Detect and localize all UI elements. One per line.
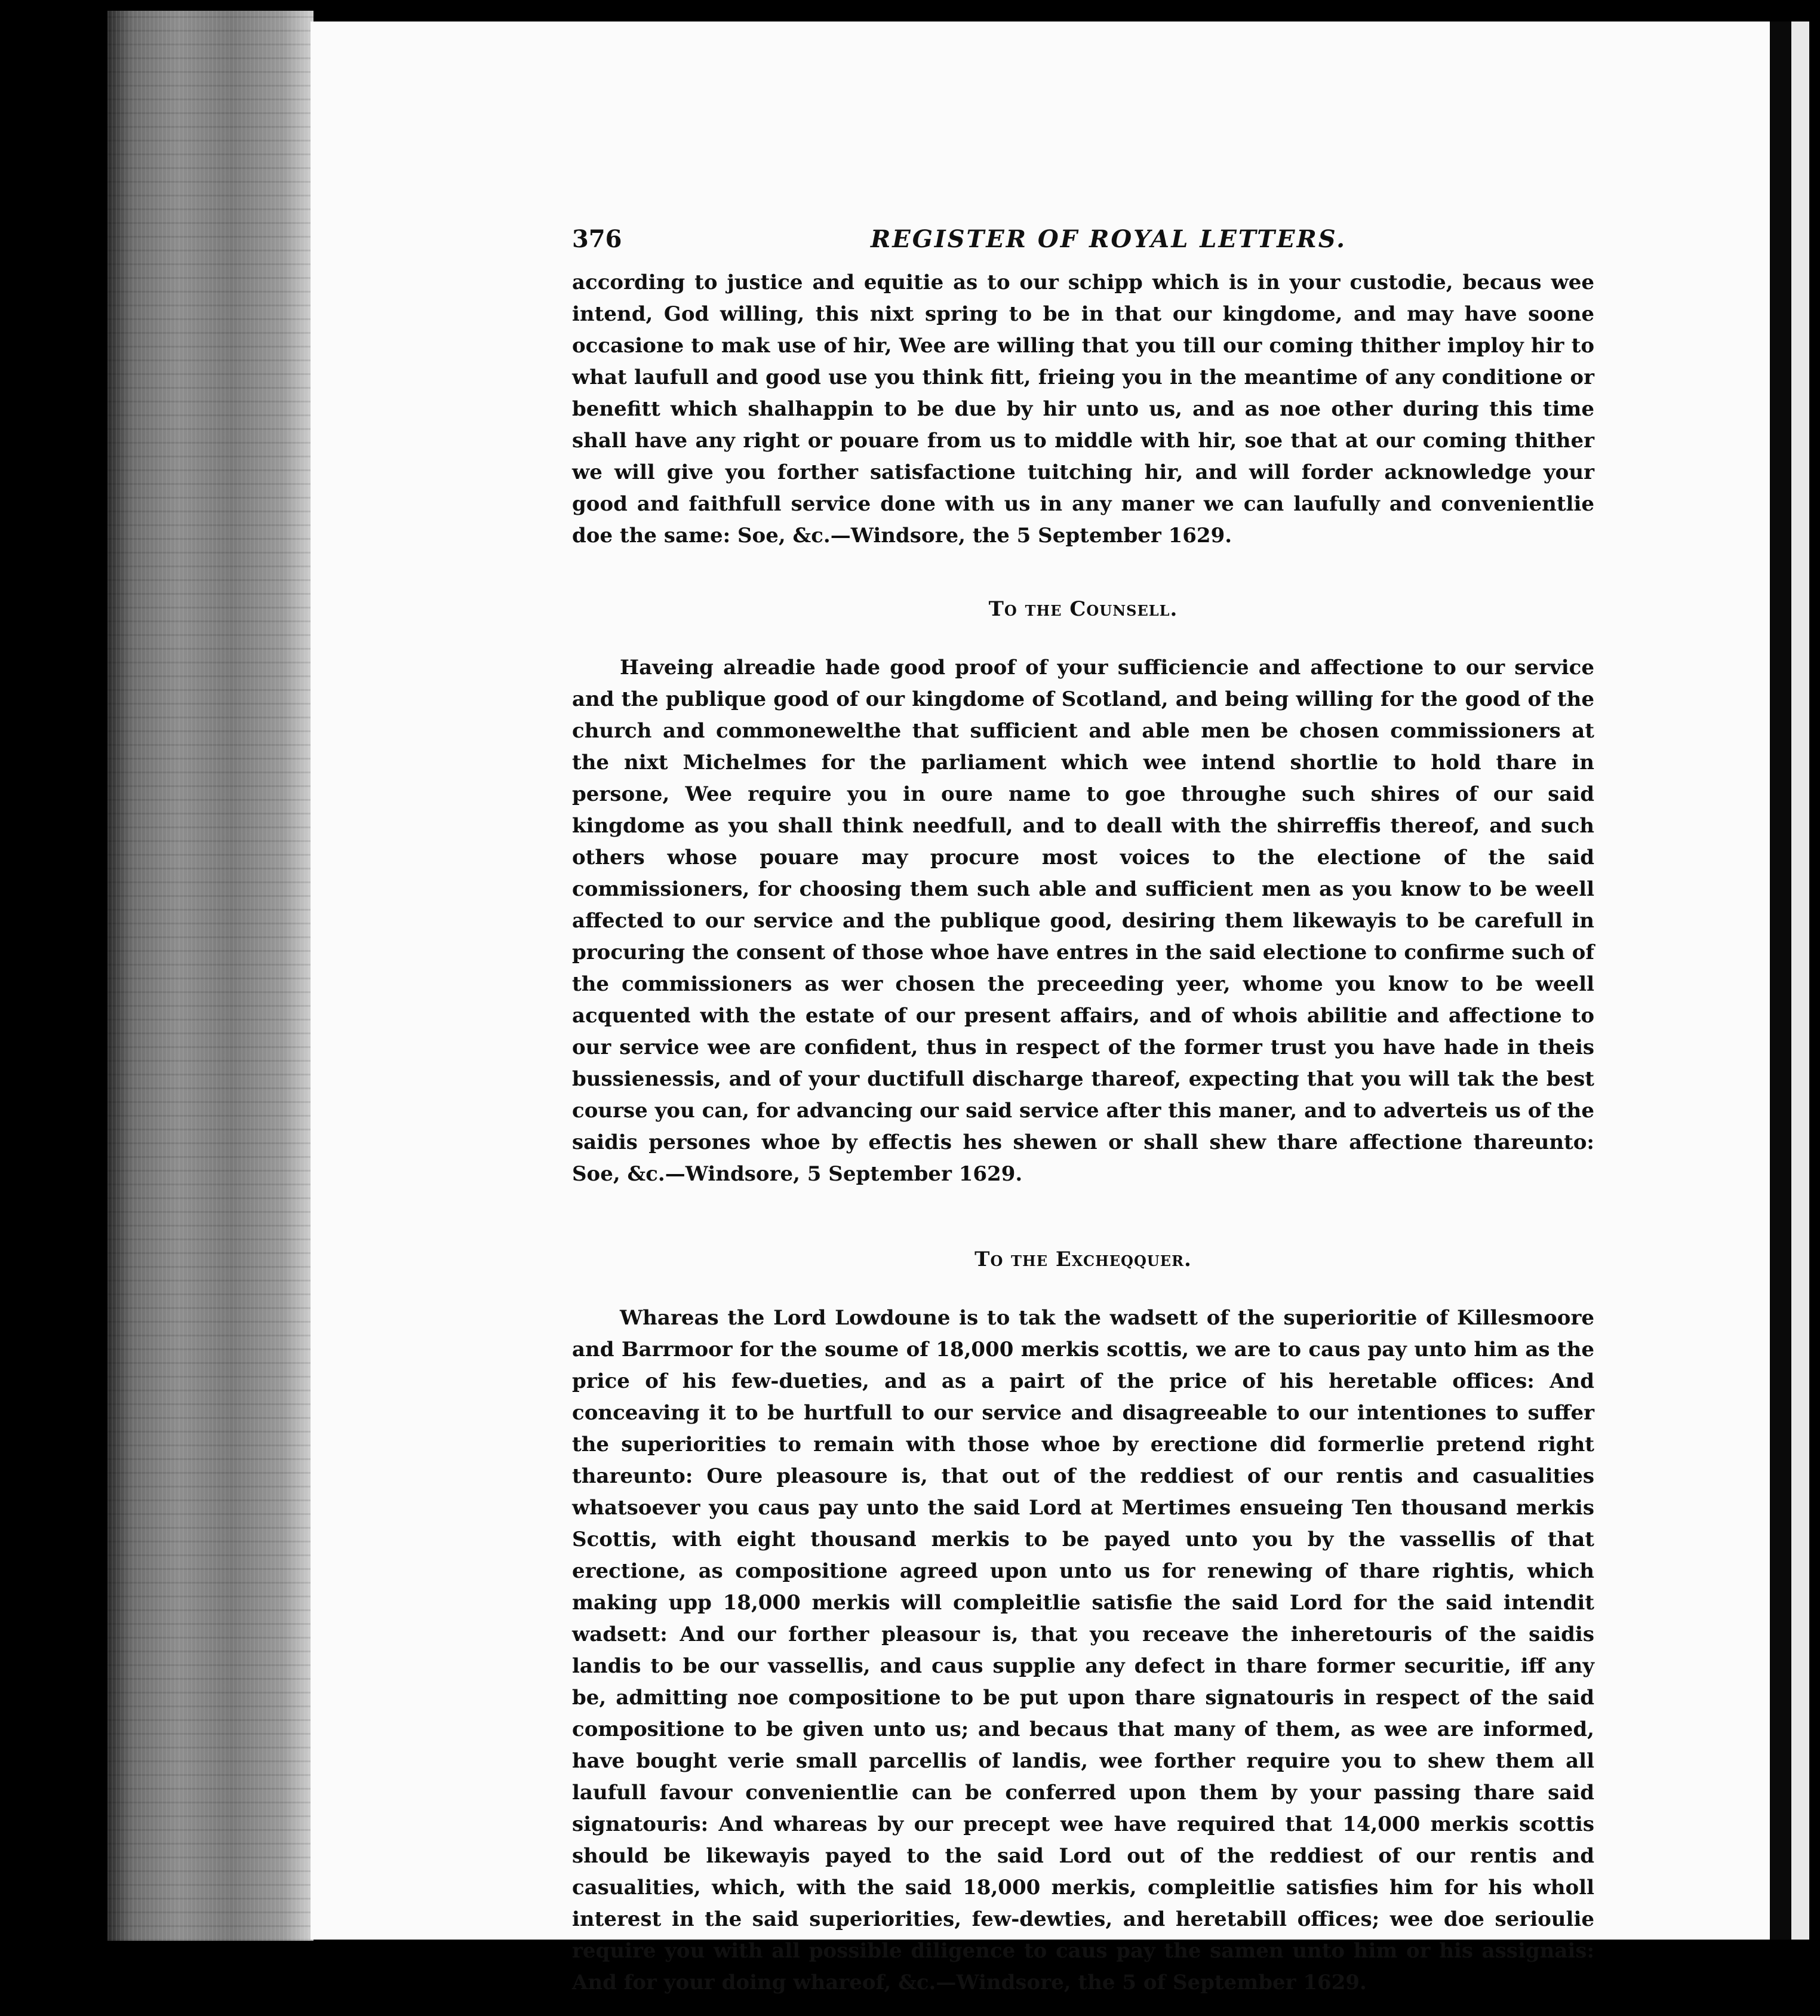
page-content [572,212,1594,1999]
page-number: 376 [572,225,622,253]
continued-paragraph: according to justice and equitie as to our schipp which is in your custodie, becaus wee intend, God willing, this nixt spring to be in that our kingdome, and may have soone occasione to mak use of hir, Wee are willing that you till our coming thither imploy hir to what laufull and good use you think fitt, frieing you in the meantime of any conditione or benefitt which shalhappin to be due by hir unto us, and as noe other during this time shall have any right or pouare from us to middle with hir, soe that at our coming thither we will give you forther satisfactione tuitching hir, and will forder acknowledge your good and faithfull service done with us in any maner we can laufully and convenientlie doe the same: Soe, &c.—Windsore, the 5 September 1629. [572,271,1594,548]
binding-shadow [1770,21,1791,1940]
letter-to-excheqquer: Whareas the Lord Lowdoune is to tak the wadsett of the superioritie of Killesmoore and Barrmoor for the soume of 18,000 merkis scottis, we are to caus pay unto him as the price of his few-dueties, and as a pairt of the price of his heretable offices: And conceaving it to be hurtfull to our service and disagreeable to our intentiones to suffer the superiorities to remain with those whoe by erectione did formerlie pretend right thareunto: Oure pleasoure is, that out of the reddiest of our rentis and casualities whatsoever you caus pay unto the said Lord at Mertimes ensueing Ten thousand merkis Scottis, with eight thousand merkis to be payed unto you by the vassellis of that erectione, as compositione agreed upon unto us for renewing of thare rightis, which making upp 18,000 merkis will compleitlie satisfie the said Lord for the said intendit wadsett: And our forther pleasour is, that you receave the inheretouris of the saidis landis to be our vassellis, and caus supplie any defect in thare former securitie, iff any be, admitting noe compositione to be put upon thare signatouris in respect of the said compositione to be given unto us; and becaus that many of them, as wee are informed, have bought verie small parcellis of landis, wee forther require you to shew them all laufull favour convenientlie can be conferred upon them by your passing thare said signatouris: And whareas by our precept wee have required that 14,000 merkis scottis should be likewayis payed to the said Lord out of the reddiest of our rentis and casualities, which, with the said 18,000 merkis, compleitlie satisfies him for his wholl interest in the said superiorities, few-dewties, and heretabill offices; wee doe serioulie require you with all possible diligence to caus pay the samen unto him or his assignais: And for your doing whareof, &c.—Windsore, the 5 of September 1629. [572,1306,1594,1995]
facing-page-edge [1791,21,1809,1940]
section-heading-counsell: To the Counsell. [988,597,1178,621]
running-head [572,212,1594,254]
running-title: REGISTER OF ROYAL LETTERS. [871,225,1347,253]
letter-to-counsell: Haveing alreadie hade good proof of your sufficiencie and affectione to our service and the publique good of our kingdome of Scotland, and being willing for the good of the church and commonewelthe that sufficient and able men be chosen commissioners at the nixt Michelmes for the parliament which wee intend shortlie to hold thare in persone, Wee require you in oure name to goe throughe such shires of our said kingdome as you shall think needfull, and to deall with the shirreffis thereof, and such others whose pouare may procure most voices to the electione of the said commissioners, for choosing them such able and sufficient men as you know to be weell affected to our service and the publique good, desiring them likewayis to be carefull in procuring the consent of those whoe have entres in the said electione to confirme such of the commissioners as wer chosen the preceeding yeer, whome you know to be weell acquented with the estate of our present affairs, and of whois abilitie and affectione to our service wee are confident, thus in respect of the former trust you have hade in theis bussienessis, and of your ductifull discharge thareof, expecting that you will tak the best course you can, for advancing our said service after this maner, and to adverteis us of the saidis persones whoe by effectis hes shewen or shall shew thare affectione thareunto: Soe, &c.—Windsore, 5 September 1629. [572,656,1594,1186]
section-heading-excheqquer: To the Excheqquer. [974,1247,1192,1271]
page-edge-texture [107,11,313,1941]
